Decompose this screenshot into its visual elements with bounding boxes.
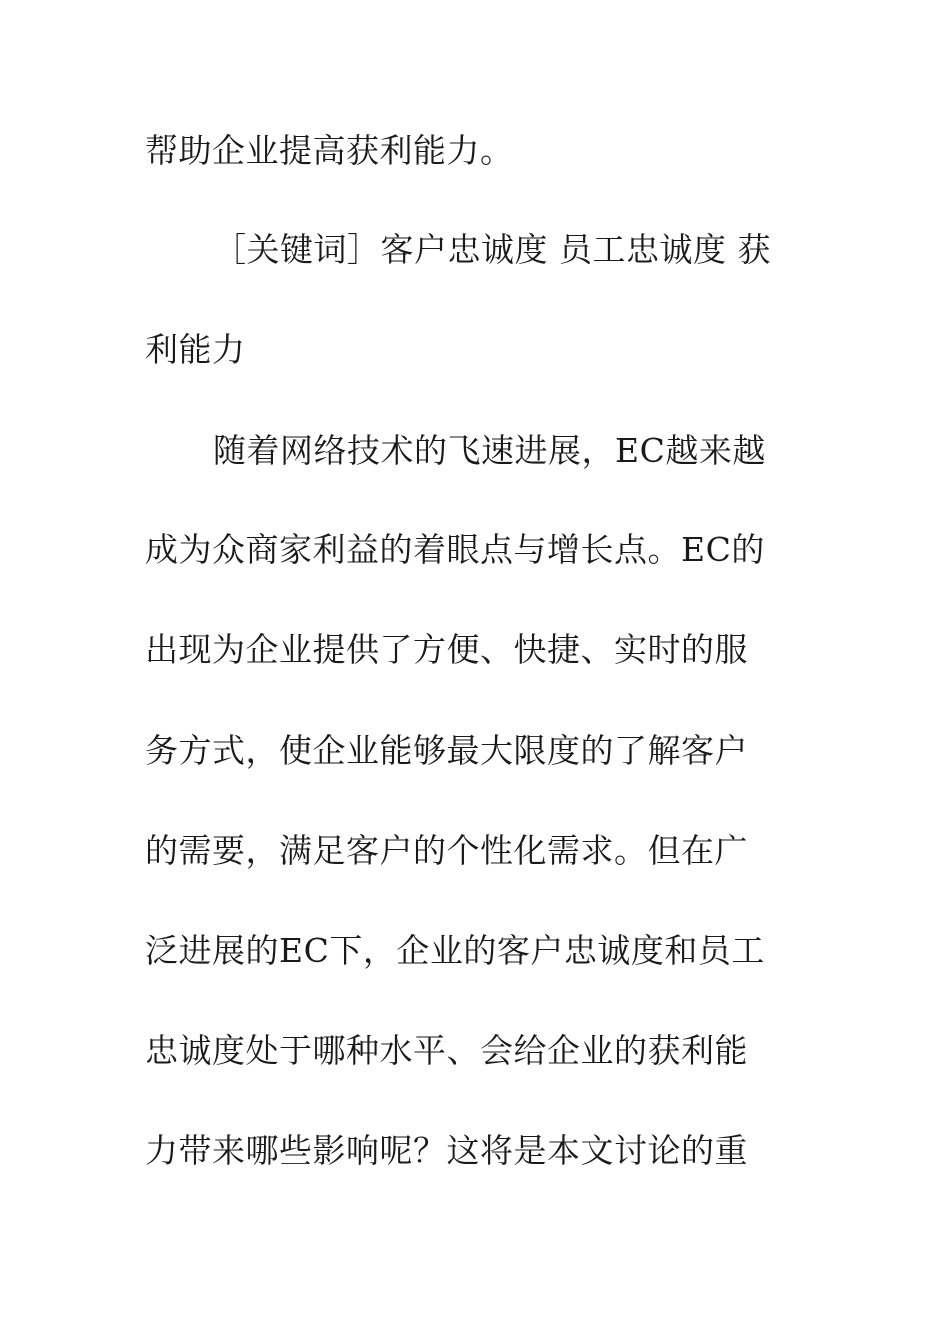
paragraph-first-line: 随着网络技术的飞速进展，EC越来越 xyxy=(213,431,766,470)
keywords-line: ［关键词］客户忠诚度 员工忠诚度 获 xyxy=(213,230,771,269)
text-line: 利能力 xyxy=(145,330,246,369)
text-line: 泛进展的EC下，企业的客户忠诚度和员工 xyxy=(145,931,765,970)
text-line: 帮助企业提高获利能力。 xyxy=(145,131,514,170)
text-line: 出现为企业提供了方便、快捷、实时的服 xyxy=(145,630,748,669)
text-line: 成为众商家利益的着眼点与增长点。EC的 xyxy=(145,530,765,569)
text-line: 力带来哪些影响呢？这将是本文讨论的重 xyxy=(145,1131,748,1170)
text-line: 务方式，使企业能够最大限度的了解客户 xyxy=(145,731,748,770)
text-line: 忠诚度处于哪种水平、会给企业的获利能 xyxy=(145,1031,748,1070)
text-line: 的需要，满足客户的个性化需求。但在广 xyxy=(145,831,748,870)
